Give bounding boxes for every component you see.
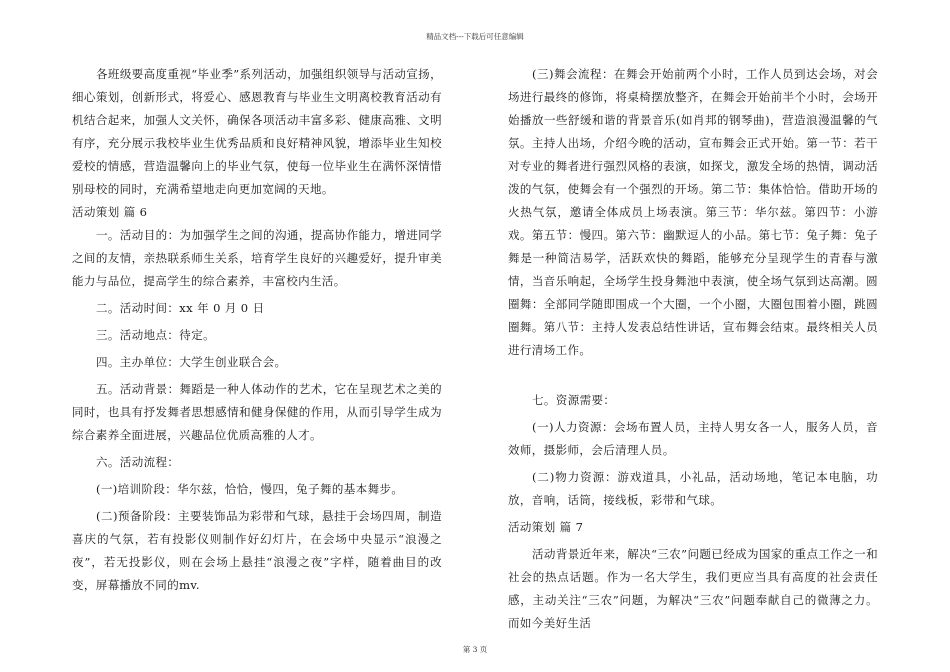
paragraph-resources: 七。资源需要： (532, 393, 616, 407)
paragraph-activity-purpose: 一。活动目的：为加强学生之间的沟通，提高协作能力，增进同学之间的友情，亲热联系师生关系，培育学生良好的兴趣爱好，提升审美能力与品位，提高学生的综合素养，丰富校内生活。 (72, 228, 442, 288)
paragraph-preparation-stage: (二)预备阶段：主要装饰品为彩带和气球，悬挂于会场四周，制造喜庆的气氛，若有投影仪则制作好幻灯片，在会场中央显示“浪漫之夜”，若无投影仪，则在会场上悬挂“浪漫之夜”字样，随着曲目的改变，屏幕播放不同的mv. (72, 509, 442, 592)
paragraph-human-resources: (一)人力资源：会场布置人员，主持人男女各一人，服务人员，音效师，摄影师，会后清理人员。 (508, 420, 878, 457)
paragraph-dance-process: (三)舞会流程：在舞会开始前两个小时，工作人员到达会场，对会场进行最终的修饰，将桌椅摆放整齐，在舞会开始前半个小时，会场开始播放一些舒缓和谐的背景音乐(如肖邦的钢琴曲)，营造浪漫温馨的气氛。主持人出场，介绍今晚的活动，宣布舞会正式开始。第一节：若干对专业的舞者进行强烈风格的表演，如探戈，激发全场的热情，调动活泼的气氛，使舞会有一个强烈的开场。第二节：集体恰恰。借助开场的火热气氛，邀请全体成员上场表演。第三节：华尔兹。第四节：小游戏。第五节：慢四。第六节：幽默逗人的小品。第七节：兔子舞：兔子舞是一种简洁易学，活跃欢快的舞蹈，能够充分呈现学生的青春与激情，当音乐响起，全场学生投身舞池中表演，使全场气氛到达高潮。圆圈舞：全部同学随即围成一个大圈，一个小圈，大圈包围着小圈，跳圆圈舞。第八节：主持人发表总结性讲话，宣布舞会结束。最终相关人员进行清场工作。 (508, 67, 878, 357)
page-header: 精品文档---下载后可任意编辑 (426, 32, 524, 41)
left-column (72, 63, 442, 597)
paragraph-activity-location: 三。活动地点：待定。 (96, 328, 215, 342)
paragraph-activity-process: 六。活动流程： (96, 455, 180, 469)
paragraph-activity-background: 五。活动背景：舞蹈是一种人体动作的艺术，它在呈现艺术之美的同时，也具有抒发舞者思想感情和健身保健的作用，从而引导学生成为综合素养全面进展，兴趣品位优质高雅的人才。 (72, 382, 442, 442)
paragraph-activity-time: 二。活动时间：xx 年 0 月 0 日 (96, 301, 265, 315)
paragraph-training-stage: (一)培训阶段：华尔兹，恰恰，慢四，兔子舞的基本舞步。 (96, 482, 404, 496)
paragraph-organizer: 四。主办单位：大学生创业联合会。 (96, 355, 287, 369)
blank-line (508, 362, 878, 385)
paragraph-graduation-intro: 各班级要高度重视“毕业季”系列活动，加强组织领导与活动宣扬，细心策划，创新形式，将爱心、感恩教育与毕业生文明离校教育活动有机结合起来，加强人文关怀，确保各项活动丰富多彩、健康高雅、文明有序，充分展示我校毕业生优秀品质和良好精神风貌，增添毕业生知校爱校的情感，营造温馨向上的毕业气氛，使每一位毕业生在满怀深情惜别母校的同时，充满希望地走向更加宽阔的天地。 (72, 67, 442, 196)
section-heading-7: 活动策划 篇 7 (508, 520, 584, 534)
right-column (508, 63, 878, 635)
paragraph-material-resources: (二)物力资源：游戏道具，小礼品，活动场地，笔记本电脑，功放，音响，话筒，接线板，彩带和气球。 (508, 470, 878, 507)
paragraph-background-three-rural: 活动背景近年来，解决“三农”问题已经成为国家的重点工作之一和社会的热点话题。作为一名大学生，我们更应当具有高度的社会责任感，主动关注“三农”问题，为解决“三农”问题奉献自己的微薄之力。而如今美好生活 (508, 547, 878, 630)
page-number: 第 3 页 (462, 645, 488, 654)
section-heading-6: 活动策划 篇 6 (72, 205, 148, 219)
